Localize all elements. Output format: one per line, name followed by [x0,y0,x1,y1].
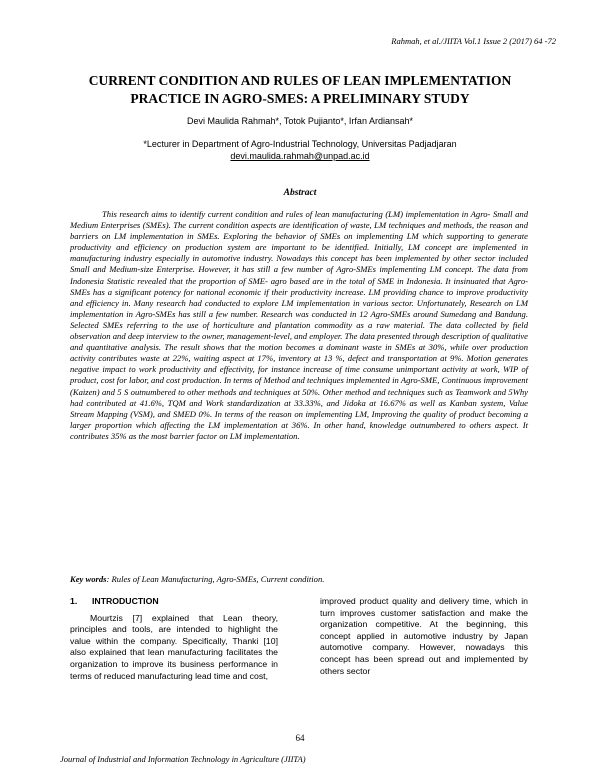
section-heading [70,596,278,608]
section-number: 1. [70,596,78,606]
author-email-link[interactable]: devi.maulida.rahmah@unpad.ac.id [230,151,370,161]
abstract-heading: Abstract [283,188,317,198]
page-number: 64 [295,733,305,743]
abstract-text: This research aims to identify current condition and rules of lean manufacturing (LM) implementation in Agro- Small and Medium Enterprises (SMEs). The current condition aspects are identification of waste, LM techniques and methods, the reason and barriers on LM implementation in SMEs. Exploring the behavior of SMEs on implementing LM which supporting to generate productivity and efficiency on production system are important to be identified. Initially, LM concept are implemented in manufacturing industry especially in automotive industry. Nowadays this concept has been implemented by other sector included Small and Medium-size Enterprise. However, it has still a few number of Agro-SMEs implementing LM concept. The data from Indonesia Statistic revealed that the proportion of SME- agro based are in the total of SME in Indonesia. It insinuated that Agro-SMEs has a significant potency for national economic if their productivity increase. LM providing chance to improve productivity and efficiency in. Many research had conducted to explore LM implementation in various sector. Unfortunately, Research on LM implementation in Agro-SMEs has still a few number. Research was conducted in 12 Agro-SMEs around Sumedang and Bandung. Selected SMEs referring to the use of horticulture and plantation commodity as a raw material. The data collected by field observation and deep interview to the owner, management-level, and employer. The data presented through description of qualitative and quantitative analysis. The result shows that the motion becomes a dominant waste in SMEs at 30%, while over production activity contributes waste at 22%, waiting aspect at 17%, inventory at 13 %, defect and transportation at 9%. Motion generates negative impact to work productivity and effectivity, for instance increase of time consume unimportant activity at work, WIP of product, cost for labor, and cost production. In terms of Method and techniques implemented in Agro-SME, Continuous improvement (Kaizen) and 5 S outnumbered to other methods and techniques at 50%. Other method and techniques such as Teamwork and 5Why had contributed at 41.6%, TQM and Work standardization at 33.33%, and Jidoka at 16.67% as well as Kanban system, Value Stream Mapping (VSM), and SMED 0%. In terms of the reason on implementing LM, Improving the quality of product becoming a larger proportion which affecting the LM implementation at 36%. In other hand, knowledge outnumbered to others aspect. It contributes 35% as the most barrier factor on LM implementation. [70,209,528,441]
section-title: INTRODUCTION [92,596,159,606]
right-column [320,596,528,677]
left-column [70,596,278,682]
title-line-1: CURRENT CONDITION AND RULES OF LEAN IMPLEMENTATION [88,73,512,88]
keywords-text: : Rules of Lean Manufacturing, Agro-SMEs, Current condition. [106,574,325,584]
affiliation: *Lecturer in Department of Agro-Industrial Technology, Universitas Padjadjaran [143,139,457,149]
title-line-2: PRACTICE IN AGRO-SMES: A PRELIMINARY STUDY [130,90,470,106]
author-list: Devi Maulida Rahmah*, Totok Pujianto*, Irfan Ardiansah* [187,116,413,126]
journal-footer: Journal of Industrial and Information Technology in Agriculture (JIITA) [60,754,306,764]
paper-title [60,72,540,107]
affiliation-block [60,138,540,162]
running-head: Rahmah, et al./JIITA Vol.1 Issue 2 (2017) 64 -72 [391,36,556,46]
keywords-label: Key words [70,574,107,584]
intro-paragraph-right: improved product quality and delivery time, which in turn improves customer satisfaction and make the organization competitive. At the beginning, this concept applied in automotive industry by Japan automotive company. However, nowadays this concept has been spread out and implemented by others sector [320,596,528,676]
keywords-line [70,574,528,584]
intro-paragraph-left: Mourtzis [7] explained that Lean theory, principles and tools, are intended to highlight the value within the company. Specifically, Thanki [10] also explained that lean manufacturing facilitates the organization to improve its business performance in terms of reduced manufacturing lead time and cost, [70,612,278,681]
